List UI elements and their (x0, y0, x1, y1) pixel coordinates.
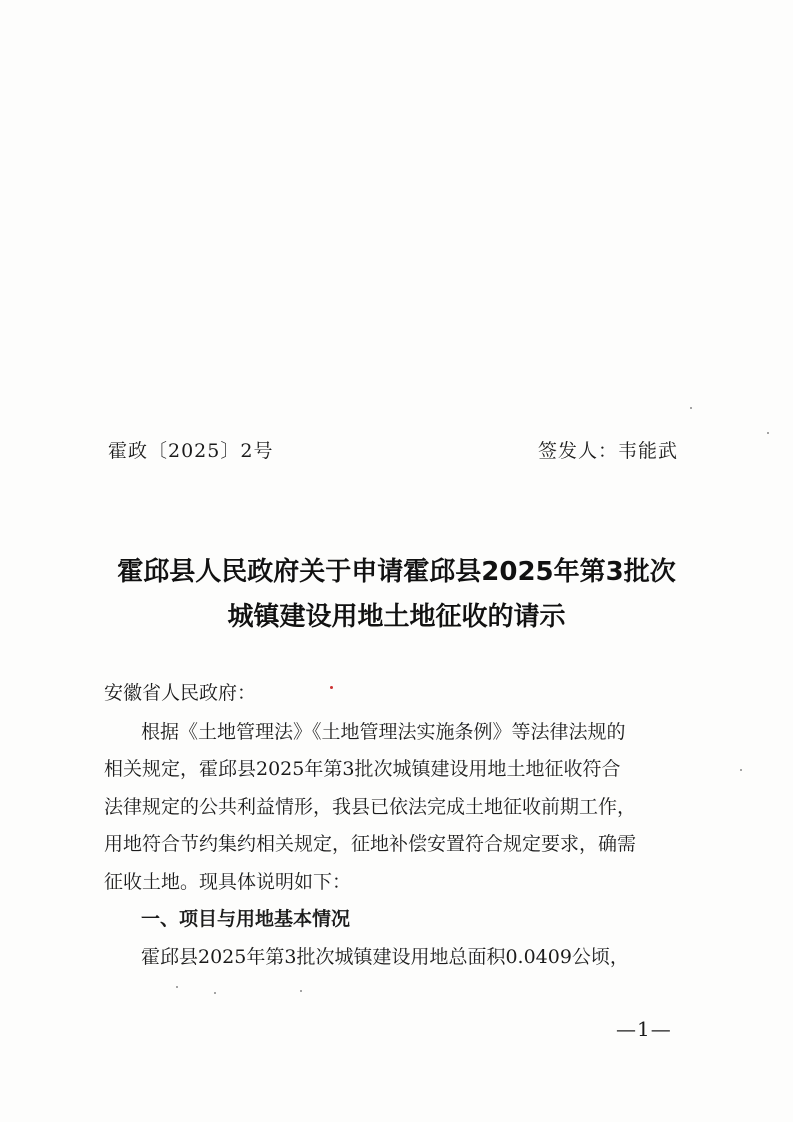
page-number: —1— (616, 1017, 672, 1041)
body-line: 征收土地。现具体说明如下： (104, 871, 352, 893)
section-heading: 一、项目与用地基本情况 (141, 908, 351, 930)
scan-speck (330, 686, 333, 689)
scan-speck (214, 992, 216, 994)
scan-speck (176, 986, 178, 988)
scan-speck (740, 769, 742, 771)
body-line: 霍邱县2025年第3批次城镇建设用地总面积0.0409公顷， (141, 946, 629, 968)
document-title-line-1: 霍邱县人民政府关于申请霍邱县2025年第3批次 (117, 557, 676, 587)
document-number: 霍政〔2025〕2号 (108, 440, 274, 462)
body-line: 相关规定，霍邱县2025年第3批次城镇建设用地土地征收符合 (104, 758, 621, 780)
scan-speck (690, 407, 692, 409)
salutation: 安徽省人民政府： (104, 682, 257, 704)
scan-speck (767, 432, 769, 434)
document-title-line-2: 城镇建设用地土地征收的请示 (227, 602, 566, 632)
body-line: 根据《土地管理法》《土地管理法实施条例》等法律法规的 (141, 721, 626, 743)
body-line: 用地符合节约集约相关规定，征地补偿安置符合规定要求，确需 (104, 833, 637, 855)
signer: 签发人：韦能武 (538, 440, 679, 462)
scan-speck (300, 990, 302, 992)
body-line: 法律规定的公共利益情形，我县已依法完成土地征收前期工作， (104, 796, 637, 818)
